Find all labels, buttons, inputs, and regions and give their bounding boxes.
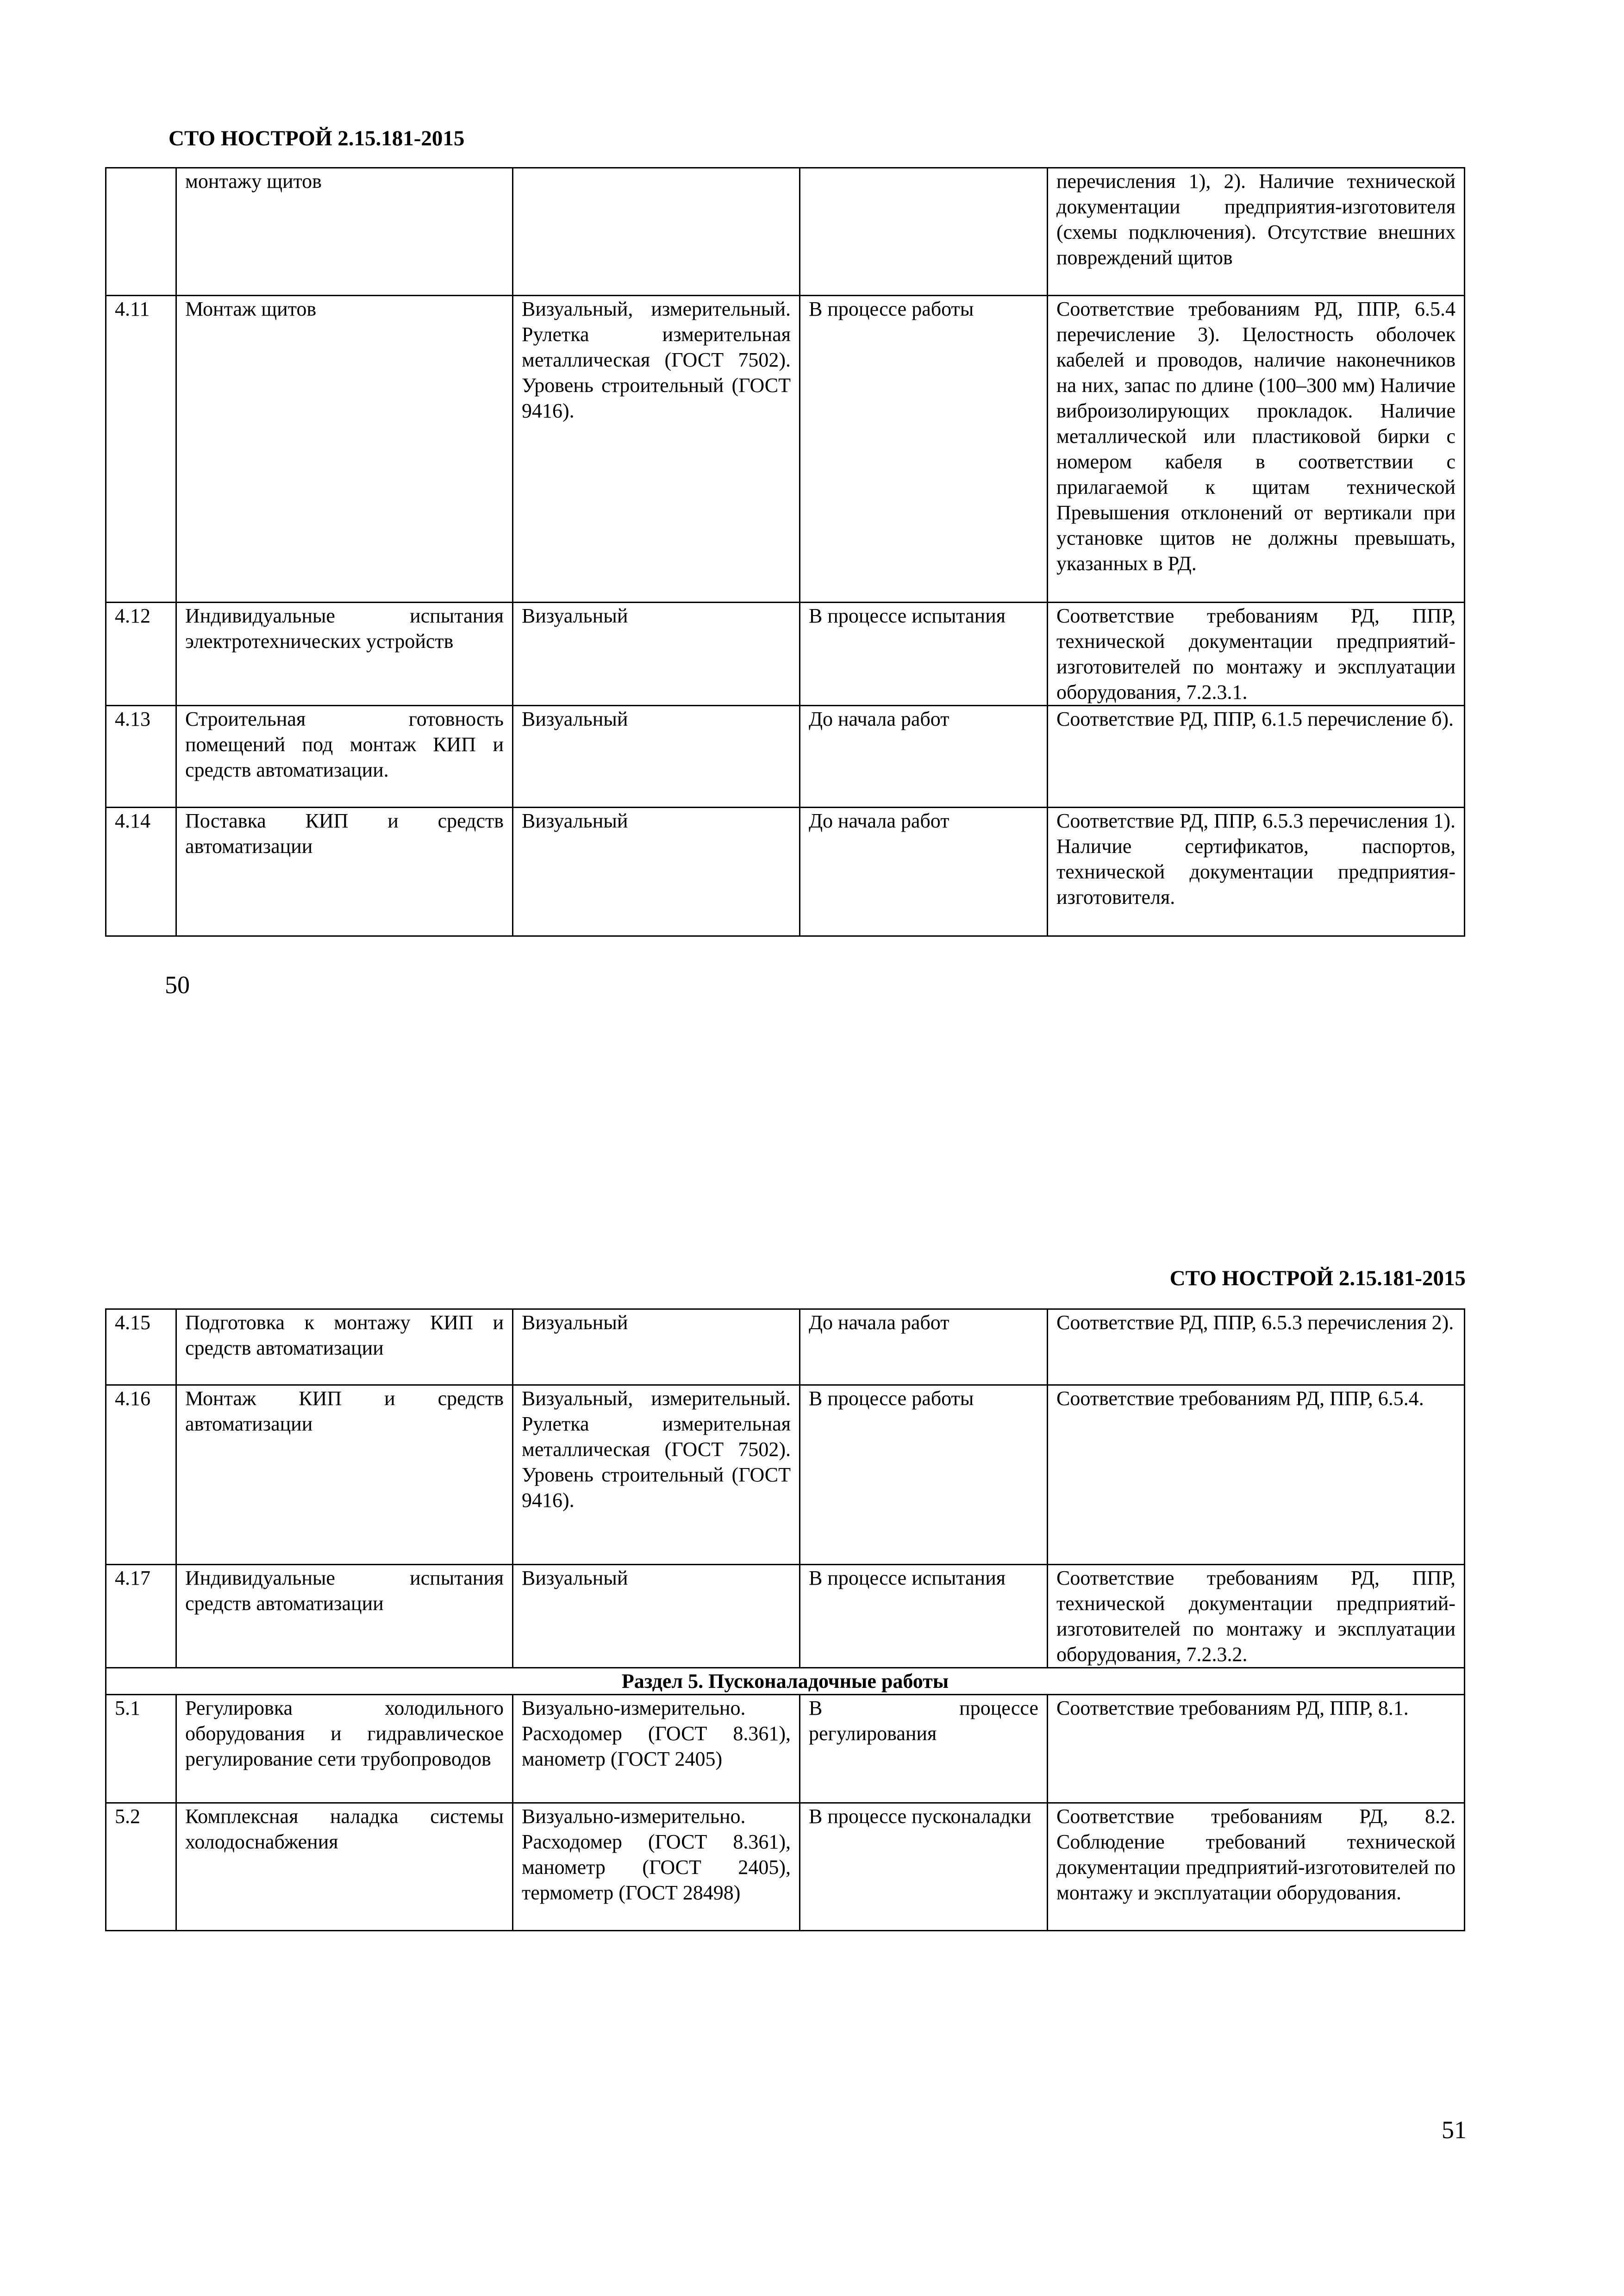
- row-number: 4.13: [106, 706, 176, 808]
- control-method: Визуальный: [513, 603, 800, 706]
- inspection-table: [105, 167, 1465, 937]
- row-number: 4.15: [106, 1309, 176, 1385]
- control-criteria: перечисления 1), 2). Наличие технической документации предприятия-изготовителя (схемы подключения). Отсутствие внешних повреждений щитов: [1048, 168, 1465, 296]
- work-name: Подготовка к монтажу КИП и средств автоматизации: [176, 1309, 513, 1385]
- control-criteria: Соответствие требованиям РД, ППР, 8.1.: [1048, 1695, 1465, 1803]
- control-timing: В процессе регулирования: [800, 1695, 1048, 1803]
- row-number: 4.14: [106, 808, 176, 936]
- work-name: Монтаж щитов: [176, 296, 513, 603]
- control-criteria: Соответствие требованиям РД, ППР, технической документации предприятий-изготовителей по монтажу и эксплуатации оборудования, 7.2.3.1.: [1048, 603, 1465, 706]
- table-row: [106, 1385, 1465, 1565]
- control-criteria: Соответствие РД, ППР, 6.5.3 перечисления 2).: [1048, 1309, 1465, 1385]
- table-row: [106, 1695, 1465, 1803]
- table-row: [106, 168, 1465, 296]
- control-timing: В процессе испытания: [800, 603, 1048, 706]
- control-method: [513, 168, 800, 296]
- section-title: Раздел 5. Пусконаладочные работы: [106, 1668, 1465, 1695]
- control-timing: До начала работ: [800, 1309, 1048, 1385]
- row-number: 4.17: [106, 1565, 176, 1668]
- control-method: Визуальный: [513, 1565, 800, 1668]
- section-row: [106, 1668, 1465, 1695]
- table-row: [106, 296, 1465, 603]
- table-row: [106, 1565, 1465, 1668]
- work-name: Индивидуальные испытания электротехнических устройств: [176, 603, 513, 706]
- page-number: 51: [1442, 2116, 1467, 2144]
- control-criteria: Соответствие требованиям РД, ППР, технической документации предприятий-изготовителей по монтажу и эксплуатации оборудования, 7.2.3.2.: [1048, 1565, 1465, 1668]
- work-name: монтажу щитов: [176, 168, 513, 296]
- row-number: 4.16: [106, 1385, 176, 1565]
- control-method: Визуально-измерительно. Расходомер (ГОСТ 8.361), манометр (ГОСТ 2405), термометр (ГОСТ 28498): [513, 1803, 800, 1931]
- control-timing: В процессе работы: [800, 1385, 1048, 1565]
- work-name: Строительная готовность помещений под монтаж КИП и средств автоматизации.: [176, 706, 513, 808]
- control-criteria: Соответствие требованиям РД, ППР, 6.5.4.: [1048, 1385, 1465, 1565]
- row-number: [106, 168, 176, 296]
- page-number: 50: [165, 971, 190, 999]
- table-row: [106, 1803, 1465, 1931]
- work-name: Регулировка холодильного оборудования и гидравлическое регулирование сети трубопроводов: [176, 1695, 513, 1803]
- row-number: 5.1: [106, 1695, 176, 1803]
- control-timing: До начала работ: [800, 808, 1048, 936]
- control-method: Визуальный: [513, 808, 800, 936]
- control-timing: В процессе пусконаладки: [800, 1803, 1048, 1931]
- control-timing: В процессе работы: [800, 296, 1048, 603]
- work-name: Комплексная наладка системы холодоснабжения: [176, 1803, 513, 1931]
- work-name: Поставка КИП и средств автоматизации: [176, 808, 513, 936]
- control-timing: До начала работ: [800, 706, 1048, 808]
- control-method: Визуальный, измерительный. Рулетка измерительная металлическая (ГОСТ 7502). Уровень строительный (ГОСТ 9416).: [513, 1385, 800, 1565]
- control-criteria: Соответствие требованиям РД, ППР, 6.5.4 перечисление 3). Целостность оболочек кабелей и проводов, наличие наконечников на них, запас по длине (100–300 мм) Наличие виброизолирующих прокладок. Наличие металлической или пластиковой бирки с номером кабеля в соответствии с прилагаемой к щитам технической Превышения отклонений от вертикали при установке щитов не должны превышать, указанных в РД.: [1048, 296, 1465, 603]
- control-timing: В процессе испытания: [800, 1565, 1048, 1668]
- row-number: 4.11: [106, 296, 176, 603]
- table-row: [106, 808, 1465, 936]
- table-row: [106, 1309, 1465, 1385]
- control-method: Визуально-измерительно. Расходомер (ГОСТ 8.361), манометр (ГОСТ 2405): [513, 1695, 800, 1803]
- inspection-table: [105, 1308, 1465, 1931]
- work-name: Монтаж КИП и средств автоматизации: [176, 1385, 513, 1565]
- work-name: Индивидуальные испытания средств автоматизации: [176, 1565, 513, 1668]
- table-row: [106, 706, 1465, 808]
- control-method: Визуальный: [513, 706, 800, 808]
- control-criteria: Соответствие РД, ППР, 6.5.3 перечисления 1). Наличие сертификатов, паспортов, технической документации предприятия-изготовителя.: [1048, 808, 1465, 936]
- control-method: Визуальный: [513, 1309, 800, 1385]
- row-number: 4.12: [106, 603, 176, 706]
- document-header: СТО НОСТРОЙ 2.15.181-2015: [169, 126, 465, 150]
- row-number: 5.2: [106, 1803, 176, 1931]
- control-criteria: Соответствие требованиям РД, 8.2. Соблюдение требований технической документации предприятий-изготовителей по монтажу и эксплуатации оборудования.: [1048, 1803, 1465, 1931]
- control-method: Визуальный, измерительный. Рулетка измерительная металлическая (ГОСТ 7502). Уровень строительный (ГОСТ 9416).: [513, 296, 800, 603]
- table-row: [106, 603, 1465, 706]
- document-header: СТО НОСТРОЙ 2.15.181-2015: [1169, 1266, 1466, 1290]
- control-timing: [800, 168, 1048, 296]
- control-criteria: Соответствие РД, ППР, 6.1.5 перечисление б).: [1048, 706, 1465, 808]
